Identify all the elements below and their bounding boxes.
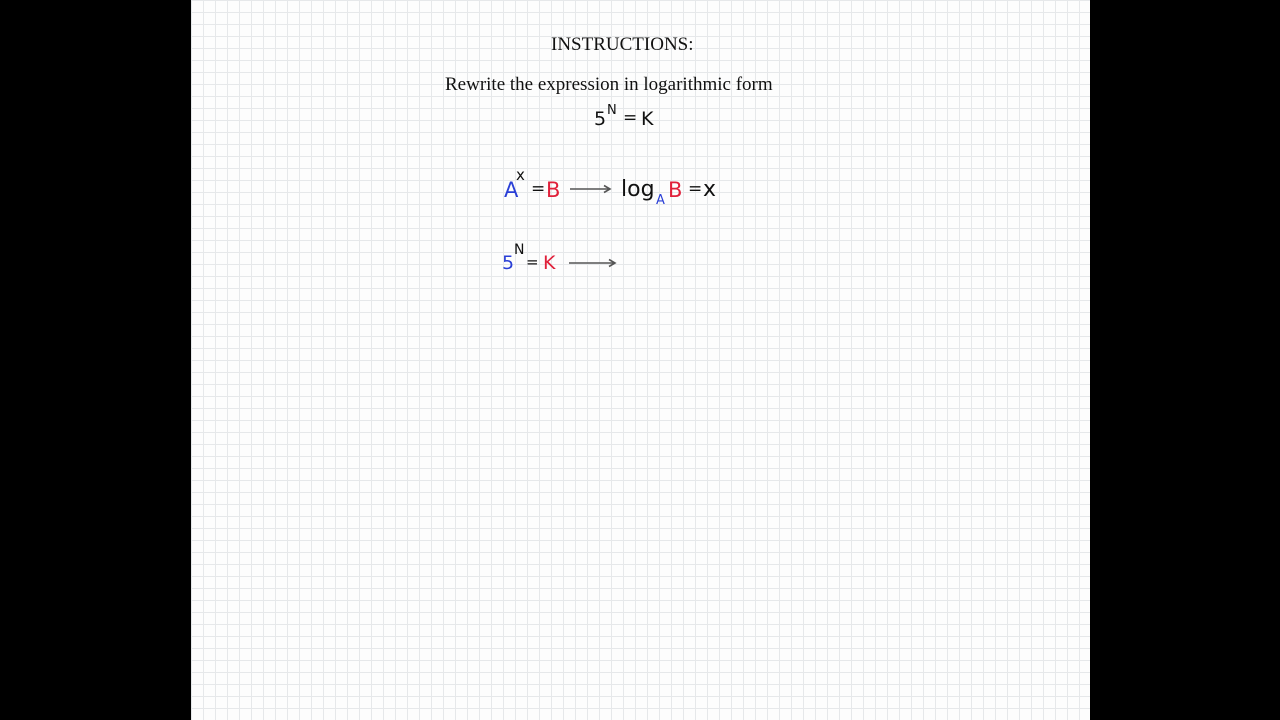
work-expression [502, 242, 632, 278]
problem-base: 5 [594, 108, 607, 130]
work-equals: = [526, 253, 539, 271]
rule-equals: = [531, 179, 546, 199]
work-arrow [569, 258, 617, 268]
grid-paper [191, 0, 1090, 720]
work-result: K [543, 252, 556, 274]
rule-log-equals: = [688, 179, 703, 199]
rule-exponent: x [516, 166, 525, 184]
rule-expression [504, 166, 744, 216]
rule-log-argument: B [668, 178, 683, 202]
rule-log-value: x [703, 177, 717, 202]
instructions-prompt: Rewrite the expression in logarithmic form [445, 74, 773, 95]
rule-log-word: log [621, 177, 655, 202]
rule-result: B [546, 178, 561, 202]
problem-exponent: N [607, 103, 617, 118]
problem-result: K [641, 108, 654, 130]
work-base: 5 [502, 252, 515, 274]
rule-base: A [504, 178, 519, 202]
problem-equals: = [623, 108, 638, 128]
work-exponent: N [514, 242, 525, 258]
rule-log-base: A [656, 193, 665, 208]
rule-arrow [570, 184, 612, 194]
instructions-heading: INSTRUCTIONS: [551, 34, 694, 55]
problem-expression [594, 104, 664, 132]
